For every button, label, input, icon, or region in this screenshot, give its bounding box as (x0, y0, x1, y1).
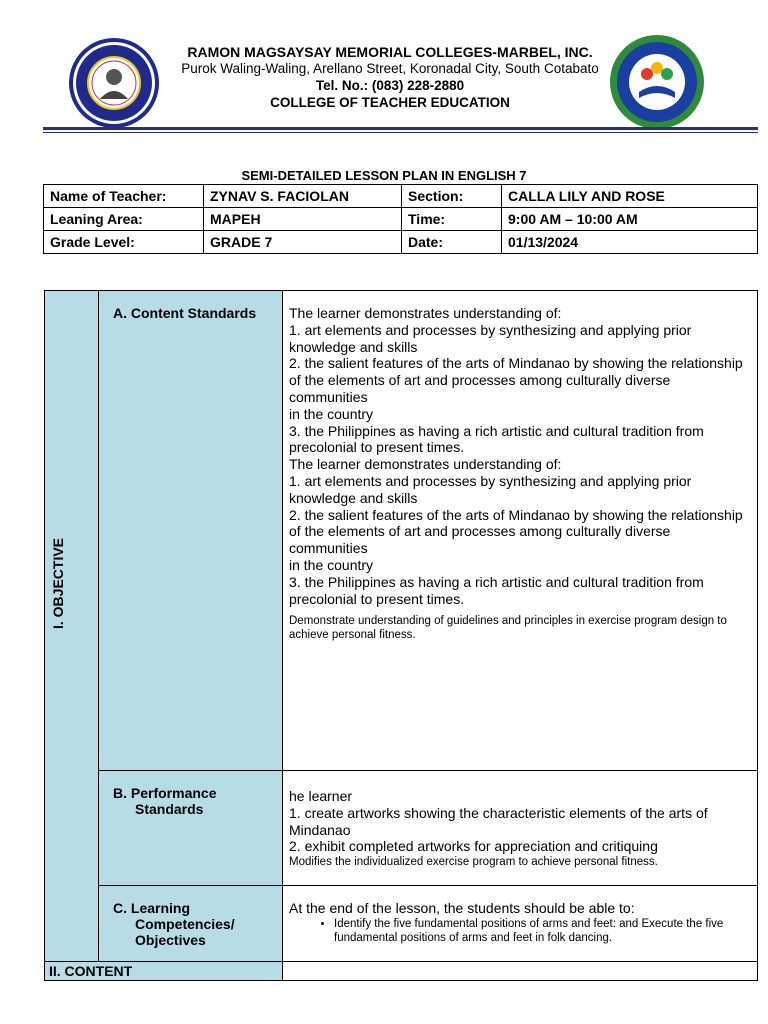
learning-area-label: Leaning Area: (44, 208, 204, 231)
header-divider (43, 127, 758, 130)
rmmc-seal-logo (68, 37, 160, 129)
content-section-label: II. CONTENT (45, 962, 283, 981)
performance-standards-note: Modifies the individualized exercise program to achieve personal fitness. (289, 856, 658, 869)
objective-section-label: I. OBJECTIVE (50, 537, 66, 629)
content-section-value (283, 962, 758, 981)
content-standards-line: 3. the Philippines as having a rich artistic and cultural tradition from (289, 573, 704, 590)
competencies-label-line2: Competencies/ (135, 916, 235, 932)
lesson-info-table (43, 184, 758, 254)
competencies-intro: At the end of the lesson, the students should be able to: (289, 900, 635, 916)
learning-competencies-text (283, 886, 758, 962)
content-standards-note: Demonstrate understanding of guidelines and principles in exercise program design to achieve personal fitness. (289, 615, 727, 642)
grade-level-label: Grade Level: (44, 231, 204, 254)
cte-seal-logo (609, 34, 705, 130)
content-standards-line: The learner demonstrates understanding of: (289, 305, 562, 321)
teacher-value: ZYNAV S. FACIOLAN (204, 185, 402, 208)
performance-standards-text (283, 771, 758, 886)
content-standards-line: of the elements of art and processes among culturally diverse communities (289, 372, 671, 405)
objective-section-cell (45, 291, 99, 962)
grade-level-value: GRADE 7 (204, 231, 402, 254)
performance-standards-line: Mindanao (289, 821, 351, 838)
competency-bullet-item: • Identify the five fundamental positions of arms and feet: and Execute the five fundamental positions of arms and feet in folk dancing. (334, 917, 749, 945)
performance-standards-label (99, 771, 283, 886)
performance-standards-lines (289, 788, 749, 855)
content-standards-line: 2. the salient features of the arts of Mindanao by showing the relationship (289, 355, 743, 372)
performance-label-line1: B. Performance (113, 785, 217, 801)
content-standards-line: knowledge and skills (289, 489, 418, 506)
competencies-label-line3: Objectives (135, 932, 206, 948)
institution-address: Purok Waling-Waling, Arellano Street, Koronadal City, South Cotabato (181, 61, 599, 76)
college-name: COLLEGE OF TEACHER EDUCATION (270, 95, 510, 110)
content-standards-line: in the country (289, 405, 374, 422)
lesson-plan-table (44, 290, 758, 981)
content-standards-line: 3. the Philippines as having a rich artistic and cultural tradition from (289, 422, 704, 439)
content-standards-line: 2. the salient features of the arts of Mindanao by showing the relationship (289, 506, 743, 523)
content-standards-line: 1. art elements and processes by synthesizing and applying prior (289, 321, 692, 338)
content-standards-line: precolonial to present times. (289, 590, 465, 607)
date-value: 01/13/2024 (502, 231, 758, 254)
content-standards-label: A. Content Standards (99, 291, 283, 771)
time-value: 9:00 AM – 10:00 AM (502, 208, 758, 231)
performance-standards-line: 2. exhibit completed artworks for appreciation and critiquing (289, 838, 658, 855)
institution-telephone: Tel. No.: (083) 228-2880 (315, 78, 465, 93)
learning-area-value: MAPEH (204, 208, 402, 231)
content-standards-line: 1. art elements and processes by synthesizing and applying prior (289, 472, 692, 489)
content-standards-line: knowledge and skills (289, 338, 418, 355)
content-standards-line: in the country (289, 556, 374, 573)
lesson-plan-title: SEMI-DETAILED LESSON PLAN IN ENGLISH 7 (241, 168, 527, 183)
section-label: Section: (402, 185, 502, 208)
performance-standards-line: he learner (289, 788, 353, 804)
learning-competencies-label (99, 886, 283, 962)
content-standards-line: precolonial to present times. (289, 439, 465, 456)
time-label: Time: (402, 208, 502, 231)
competencies-bullet-list (289, 917, 749, 945)
institution-name: RAMON MAGSAYSAY MEMORIAL COLLEGES-MARBEL, INC. (187, 44, 593, 60)
performance-label-line2: Standards (135, 801, 204, 817)
section-value: CALLA LILY AND ROSE (502, 185, 758, 208)
content-standards-text (283, 291, 758, 771)
competencies-label-line1: C. Learning (113, 900, 191, 916)
header-divider-thin (43, 132, 758, 133)
content-standards-line: of the elements of art and processes among culturally diverse communities (289, 523, 671, 557)
performance-standards-line: 1. create artworks showing the characteristic elements of the arts of (289, 804, 708, 821)
teacher-label: Name of Teacher: (44, 185, 204, 208)
content-standards-line: The learner demonstrates understanding of: (289, 456, 562, 473)
date-label: Date: (402, 231, 502, 254)
content-standards-lines (289, 305, 749, 607)
